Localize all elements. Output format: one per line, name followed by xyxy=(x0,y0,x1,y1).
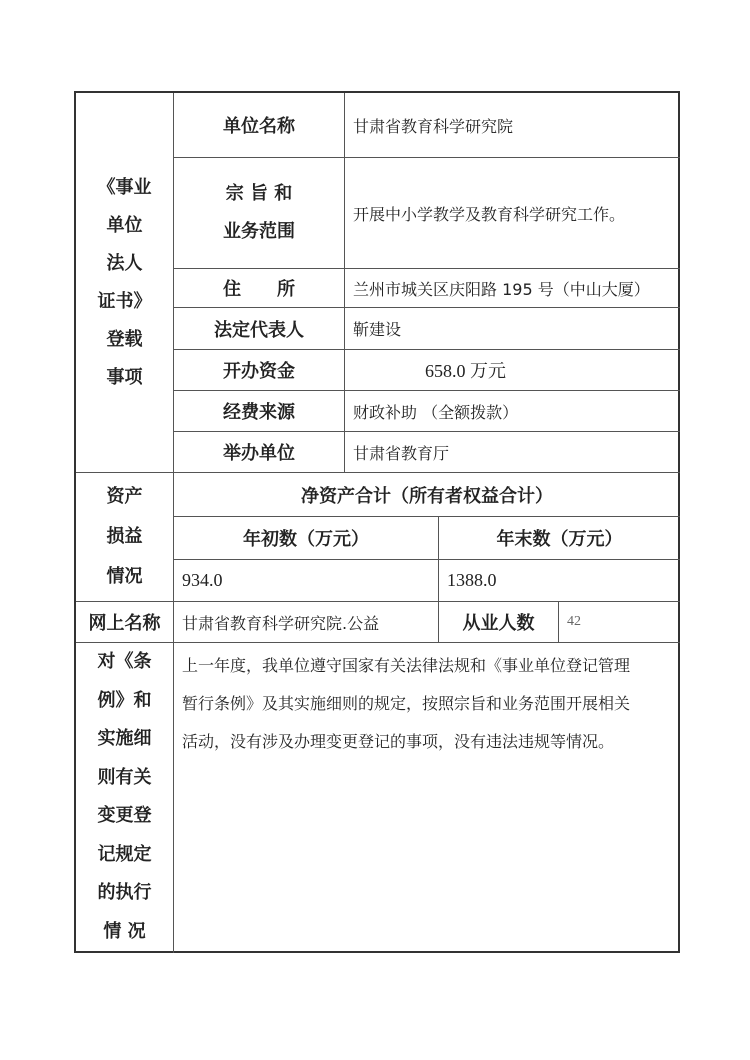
label-line: 例》和 xyxy=(97,689,152,711)
online-name-label: 网上名称 xyxy=(88,613,161,634)
label-line: 情况 xyxy=(106,566,143,587)
start-capital-label: 开办资金 xyxy=(223,361,295,382)
year-start-label: 年初数（万元） xyxy=(243,529,369,550)
purpose-scope-label xyxy=(174,158,344,268)
staff-count-value: 42 xyxy=(567,614,581,629)
paragraph-line: 活动，没有涉及办理变更登记的事项，没有违法违规等情况。 xyxy=(182,732,615,751)
year-end-label: 年末数（万元） xyxy=(496,529,623,550)
address-value: 兰州市城关区庆阳路 195 号（中山大厦） xyxy=(353,279,650,299)
year-start-value: 934.0 xyxy=(182,570,223,590)
funding-source-label: 经费来源 xyxy=(223,402,295,423)
sponsor-unit-value: 甘肃省教育厅 xyxy=(353,443,450,463)
unit-name-label: 单位名称 xyxy=(223,116,295,137)
unit-name-value: 甘肃省教育科学研究院 xyxy=(353,116,514,136)
staff-count-label: 从业人数 xyxy=(462,613,535,634)
legal-representative-label: 法定代表人 xyxy=(214,319,304,341)
net-assets-header: 净资产合计（所有者权益合计） xyxy=(301,485,553,507)
label-line: 宗 旨 和 xyxy=(225,183,293,204)
address-label: 住 所 xyxy=(223,279,295,300)
label-line: 法人 xyxy=(106,252,143,274)
label-line: 证书》 xyxy=(97,290,152,312)
label-line: 的执行 xyxy=(97,882,152,903)
label-line: 登载 xyxy=(106,328,143,350)
start-capital-value: 658.0 万元 xyxy=(425,361,506,381)
label-line: 损益 xyxy=(106,526,143,547)
annual-report-table xyxy=(74,91,680,953)
label-line: 实施细 xyxy=(97,728,152,749)
paragraph-line: 上一年度，我单位遵守国家有关法律法规和《事业单位登记管理 xyxy=(182,656,631,675)
registration-section-label xyxy=(76,93,173,472)
compliance-text xyxy=(174,643,680,951)
label-line: 事项 xyxy=(106,366,143,388)
label-line: 《事业 xyxy=(97,176,152,198)
paragraph-line: 暂行条例》及其实施细则的规定，按照宗旨和业务范围开展相关 xyxy=(182,694,631,713)
purpose-scope-value: 开展中小学教学及教育科学研究工作。 xyxy=(353,204,626,224)
label-line: 对《条 xyxy=(97,651,152,672)
label-line: 情 况 xyxy=(103,920,146,942)
sponsor-unit-label: 举办单位 xyxy=(223,443,295,464)
label-line: 记规定 xyxy=(97,843,152,865)
label-line: 单位 xyxy=(106,214,143,236)
online-name-value: 甘肃省教育科学研究院.公益 xyxy=(182,613,380,633)
year-end-value: 1388.0 xyxy=(447,570,497,590)
label-line: 业务范围 xyxy=(223,221,295,242)
legal-representative-value: 靳建设 xyxy=(353,320,402,339)
label-line: 则有关 xyxy=(97,766,152,788)
funding-source-value: 财政补助 （全额拨款） xyxy=(353,402,519,422)
label-line: 变更登 xyxy=(97,805,152,826)
label-line: 资产 xyxy=(106,486,143,507)
assets-section-label xyxy=(76,473,173,601)
compliance-section-label xyxy=(76,643,173,951)
